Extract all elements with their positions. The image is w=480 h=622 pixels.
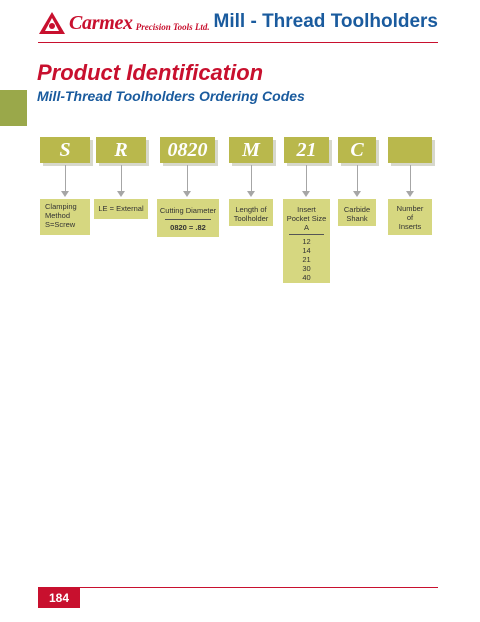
- header-divider: [38, 42, 438, 43]
- arrow-down-icon: [302, 191, 310, 197]
- desc-external: LE = External: [94, 199, 148, 219]
- connector-line: [410, 165, 411, 191]
- connector-line: [251, 165, 252, 191]
- arrow-down-icon: [61, 191, 69, 197]
- arrow-down-icon: [353, 191, 361, 197]
- carmex-logo-icon: [38, 11, 66, 35]
- connector-line: [187, 165, 188, 191]
- connector-line: [306, 165, 307, 191]
- desc-divider: [289, 234, 324, 235]
- desc-carbide-shank: Carbide Shank: [338, 199, 376, 226]
- connector-line: [65, 165, 66, 191]
- page-subtitle: Mill-Thread Toolholders Ordering Codes: [37, 88, 305, 104]
- arrow-down-icon: [247, 191, 255, 197]
- code-box-hand: R: [96, 137, 146, 163]
- desc-insert-pocket-size: Insert Pocket Size A 12 14 21 30 40: [283, 199, 330, 283]
- code-box-clamping: S: [40, 137, 90, 163]
- desc-number-of-inserts: Number of Inserts: [388, 199, 432, 235]
- code-box-length: M: [229, 137, 273, 163]
- arrow-down-icon: [183, 191, 191, 197]
- desc-divider: [165, 219, 211, 220]
- code-box-inserts: [388, 137, 432, 163]
- brand-logo: [38, 10, 210, 36]
- brand-subtitle: Precision Tools Ltd.: [135, 21, 210, 32]
- page-number: 184: [38, 587, 80, 608]
- brand-name: Carmex: [69, 11, 133, 34]
- connector-line: [357, 165, 358, 191]
- desc-length-of-toolholder: Length of Toolholder: [229, 199, 273, 226]
- desc-cutting-diameter: Cutting Diameter 0820 = .82: [157, 199, 219, 237]
- arrow-down-icon: [406, 191, 414, 197]
- code-box-shank: C: [338, 137, 376, 163]
- footer-divider: [38, 587, 438, 588]
- side-tab-marker: [0, 90, 27, 126]
- arrow-down-icon: [117, 191, 125, 197]
- code-box-diameter: 0820: [160, 137, 215, 163]
- code-box-insert-size: 21: [284, 137, 329, 163]
- section-title: Mill - Thread Toolholders: [213, 11, 438, 32]
- connector-line: [121, 165, 122, 191]
- desc-clamping-method: Clamping Method S=Screw: [40, 199, 90, 235]
- page-title: Product Identification: [37, 60, 264, 85]
